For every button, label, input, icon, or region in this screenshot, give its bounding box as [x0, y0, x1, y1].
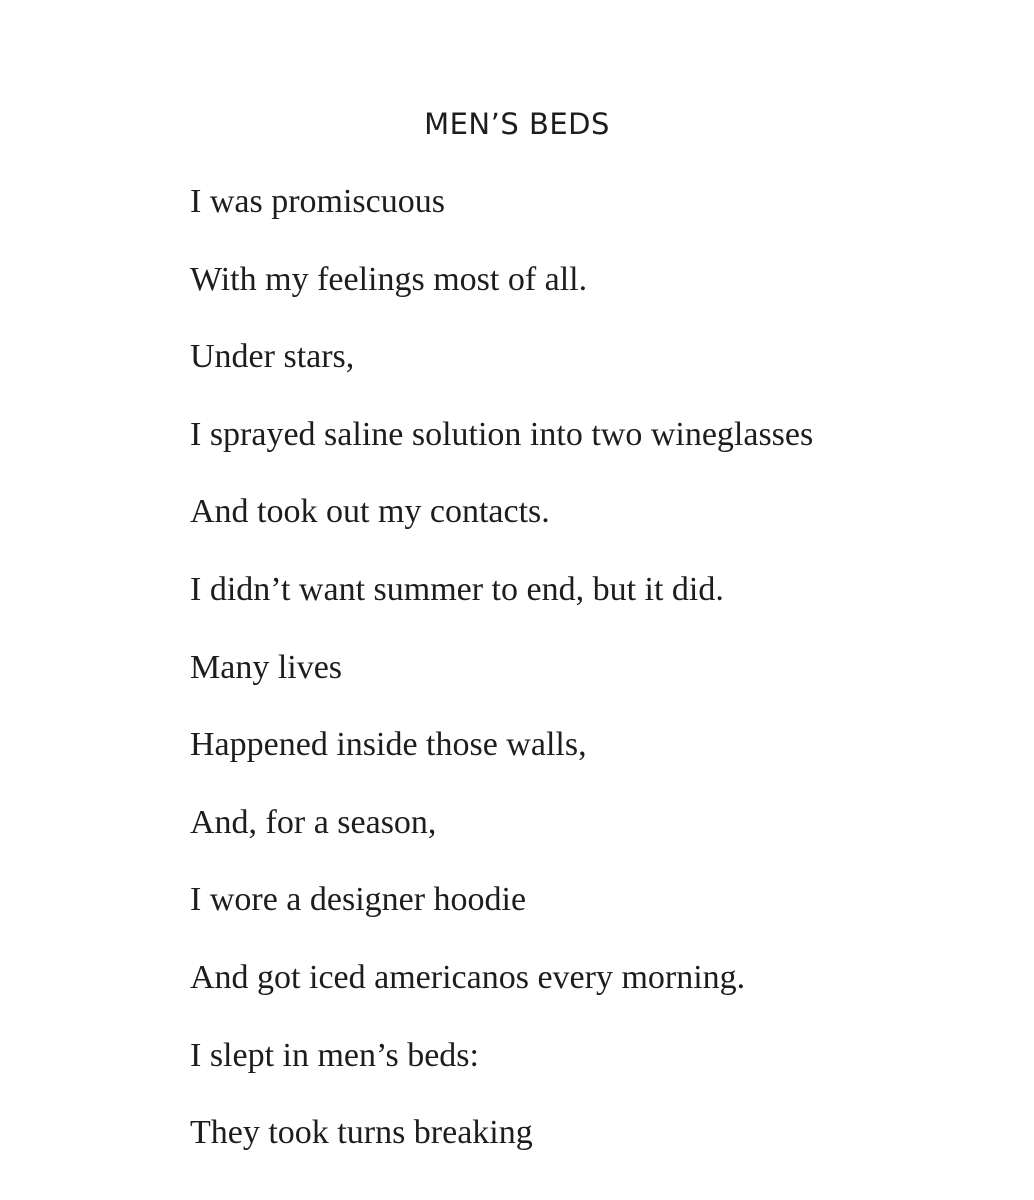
poem-line: I slept in men’s beds:: [190, 1036, 479, 1074]
poem-line: I was promiscuous: [190, 183, 445, 220]
poem-line: I wore a designer hoodie: [190, 881, 527, 919]
poem-line: And got iced americanos every morning.: [190, 958, 746, 996]
poem-line: With my feelings most of all.: [190, 260, 588, 298]
poem-line: Many lives: [190, 648, 343, 686]
poem-line: And, for a season,: [190, 803, 437, 841]
poem-line: Under stars,: [190, 338, 355, 376]
poem-title: MEN’S BEDS: [424, 107, 610, 141]
poem-line: I didn’t want summer to end, but it did.: [190, 570, 724, 608]
poem-line: Happened inside those walls,: [190, 726, 587, 764]
poem-body: [190, 180, 813, 1189]
poem-line: I sprayed saline solution into two wineglasses: [190, 415, 814, 453]
poem-line: And took out my contacts.: [190, 493, 550, 531]
poem-line: They took turns breaking: [190, 1114, 533, 1152]
